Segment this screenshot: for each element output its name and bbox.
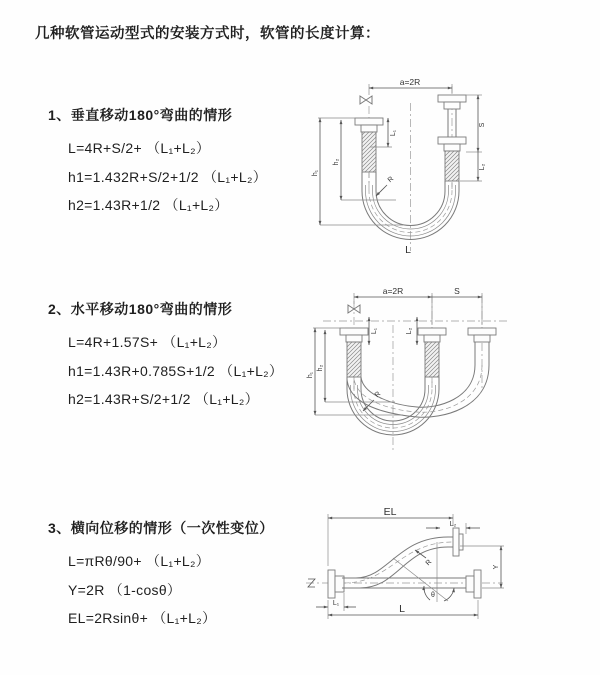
dim-label-el: EL [383,506,397,518]
page-title: 几种软管运动型式的安装方式时，软管的长度计算： [35,26,380,42]
formula-line: h2=1.43R+S/2+1/2 （L₁+L₂） [68,391,259,407]
diagram-lateral-displacement [298,498,586,654]
length-label: L [399,603,405,615]
left-fitting [340,328,368,377]
radius-callout [415,550,433,567]
section-lateral-displacement [48,518,274,633]
dim-label-h1: h₁ [307,371,314,379]
centerlines [369,86,452,251]
dimension-l [328,600,478,619]
dim-label-h2: h₂ [333,158,340,166]
left-fitting [355,118,383,172]
left-fitting [328,570,344,598]
angle-construction [393,542,454,602]
formula-line: Y=2R （1-cosθ） [68,581,182,598]
dim-label-s: S [479,122,486,128]
right-fitting [438,95,466,181]
dim-label-l1: L₁ [390,129,397,137]
angle-label: θ [431,592,435,599]
formula-line: h1=1.432R+S/2+1/2 （L₁+L₂） [68,168,268,185]
valve-icon [360,96,372,104]
formula-line: L=4R+1.57S+ （L₁+L₂） [68,334,227,350]
dim-label-h1: h₁ [312,169,319,177]
dim-label-s: S [454,286,460,296]
upper-flange [453,528,459,556]
dim-label-l2: L₂ [406,327,413,335]
dim-label-a2r: a=2R [382,286,404,296]
section-vertical-bend [48,105,267,220]
dim-label-l1: L₁ [332,600,340,607]
dim-label-h2: h₂ [317,364,324,372]
formula-line: h1=1.43R+0.785S+1/2 （L₁+L₂） [68,362,284,379]
radius-label: R [424,558,434,568]
dimension-el [328,506,453,566]
radius-label: R [386,175,396,185]
formula-line: L=4R+S/2+ （L₁+L₂） [68,140,211,156]
section-1-heading: 1、垂直移动180°弯曲的情形 [48,107,233,123]
section-3-heading: 3、横向位移的情形（一次性变位） [48,520,274,536]
dimension-a2r-s [354,286,482,325]
dimension-l1 [316,593,356,611]
dimension-a2r [369,77,452,95]
formula-line: EL=2Rsinθ+ （L₁+L₂） [68,610,217,626]
middle-fitting [418,328,446,377]
dim-label-a2r: a=2R [399,77,421,87]
dim-label-l1: L₁ [371,327,378,335]
section-horizontal-bend [48,299,283,414]
formula-line: h2=1.43R+1/2 （L₁+L₂） [68,197,229,213]
length-label: L [405,244,411,256]
dim-label-l2: L₂ [479,163,486,171]
radius-callout [376,176,395,196]
dim-label-l2: L₂ [449,521,457,528]
formula-line: L=πRθ/90+ （L₁+L₂） [68,553,211,569]
diagram-horizontal-180-bend [303,283,563,463]
dim-label-y: Y [493,564,500,570]
hose-displaced [342,528,463,588]
pipe-original-position [344,570,481,598]
radius-label: R [373,390,383,400]
section-2-heading: 2、水平移动180°弯曲的情形 [48,301,233,317]
diagram-vertical-180-bend [308,73,550,258]
